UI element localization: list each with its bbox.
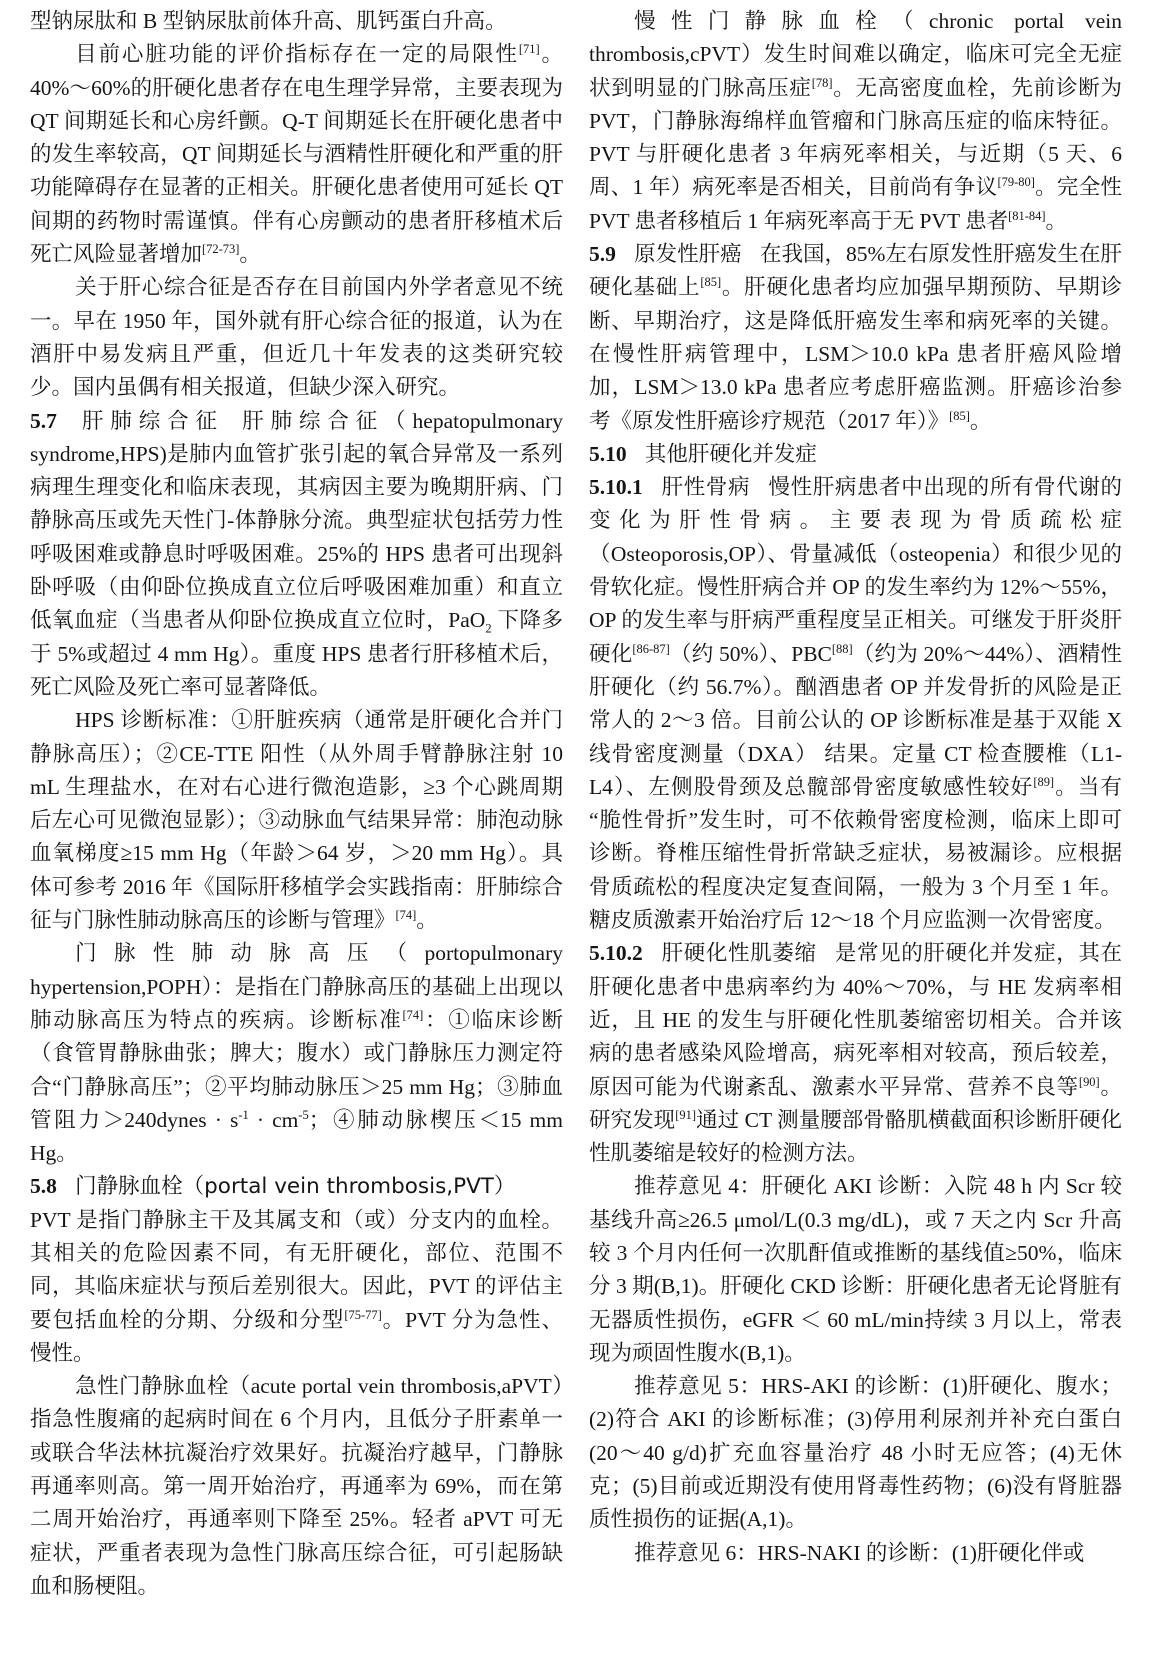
citation-ref: [85] bbox=[700, 275, 722, 290]
paragraph: 目前心脏功能的评价指标存在一定的局限性[71]。40%～60%的肝硬化患者存在电生理学异常，主要表现为 QT 间期延长和心房纤颤。Q-T 间期延长在肝硬化患者中的发生率较高，QT 间期延长与酒精性肝硬化和严重的肝功能障碍存在显著的正相关。肝硬化患者使用可延长 QT 间期的药物时需谨慎。伴有心房颤动的患者肝移植术后死亡风险显著增加[72-73]。 bbox=[30, 42, 563, 267]
section-number: 5.8 bbox=[30, 1174, 57, 1199]
paragraph: 推荐意见 4：肝硬化 AKI 诊断：入院 48 h 内 Scr 较基线升高≥26.5 μmol/L(0.3 mg/dL)，或 7 天之内 Scr 升高较 3 个月内任何一次肌酐值或推断的基线值≥50%，临床分 3 期(B,1)。肝硬化 CKD 诊断：肝硬化患者无论肾脏有无器质性损伤，eGFR ＜ 60 mL/min持续 3 月以上，常表现为顽固性腹水(B,1)。 bbox=[589, 1174, 1122, 1365]
section-number: 5.10.2 bbox=[589, 941, 643, 966]
paragraph: 推荐意见 5：HRS-AKI 的诊断：(1)肝硬化、腹水；(2)符合 AKI 的诊断标准；(3)停用利尿剂并补充白蛋白(20～40 g/d)扩充血容量治疗 48 小时无应答；(4)无休克；(5)目前或近期没有使用肾毒性药物；(6)没有肾脏器质性损伤的证据(A,1)。 bbox=[589, 1374, 1122, 1532]
citation-ref: -1 bbox=[238, 1107, 249, 1122]
section-heading-5.9: 5.9 原发性肝癌 在我国，85%左右原发性肝癌发生在肝硬化基础上[85]。肝硬化患者均应加强早期预防、早期诊断、早期治疗，这是降低肝癌发生率和病死率的关键。在慢性肝病管理中，LSM＞10.0 kPa 患者肝癌风险增加，LSM＞13.0 kPa 患者应考虑肝癌监测。肝癌诊治参考《原发性肝癌诊疗规范（2017 年）》[85]。 bbox=[589, 242, 1122, 433]
paragraph: 急性门静脉血栓（acute portal vein thrombosis,aPVT）指急性腹痛的起病时间在 6 个月内，且低分子肝素单一或联合华法林抗凝治疗效果好。抗凝治疗越早，门静脉再通率则高。第一周开始治疗，再通率为 69%，而在第二周开始治疗，再通率则下降至 25%。轻者 aPVT 可无症状，严重者表现为急性门脉高压综合征，可引起肠缺血和肠梗阻。 bbox=[30, 1374, 563, 1598]
section-number: 5.9 bbox=[589, 242, 616, 267]
paragraph: HPS 诊断标准：①肝脏疾病（通常是肝硬化合并门静脉高压）；②CE-TTE 阳性（从外周手臂静脉注射 10 mL 生理盐水，在对右心进行微泡造影，≥3 个心跳周期后左心可见微泡显影）；③动脉血气结果异常：肺泡动脉血氧梯度≥15 mm Hg（年龄＞64 岁，＞20 mm Hg）。具体可参考 2016 年《国际肝移植学会实践指南：肝肺综合征与门脉性肺动脉高压的诊断与管理》[74]。 bbox=[30, 708, 563, 933]
citation-ref: [88] bbox=[831, 641, 853, 656]
citation-ref: [81-84] bbox=[1008, 208, 1046, 223]
section-heading-5.10.1: 5.10.1 肝性骨病 慢性肝病患者中出现的所有骨代谢的变化为肝性骨病。主要表现为骨质疏松症（Osteoporosis,OP）、骨量减低（osteopenia）和很少见的骨软化症。慢性肝病合并 OP 的发生率约为 12%～55%，OP 的发生率与肝病严重程度呈正相关。可继发于肝炎肝硬化[86-87]（约 50%）、PBC[88]（约为 20%～44%）、酒精性肝硬化（约 56.7%）。酗酒患者 OP 并发骨折的风险是正常人的 2～3 倍。目前公认的 OP 诊断标准是基于双能 X 线骨密度测量（DXA） 结果。定量 CT 检查腰椎（L1-L4）、左侧股骨颈及总髋部骨密度敏感性较好[89]。当有“脆性骨折”发生时，可不依赖骨密度检测，临床上即可诊断。脊椎压缩性骨折常缺乏症状，易被漏诊。应根据骨质疏松的程度决定复查间隔，一般为 3 个月至 1 年。糖皮质激素开始治疗后 12～18 个月应监测一次骨密度。 bbox=[589, 475, 1122, 933]
citation-ref: [86-87] bbox=[632, 641, 670, 656]
paragraph: 门脉性肺动脉高压（portopulmonary hypertension,POPH）：是指在门静脉高压的基础上出现以肺动脉高压为特点的疾病。诊断标准[74]：①临床诊断（食管胃静脉曲张；脾大；腹水）或门静脉压力测定符合“门静脉高压”；②平均肺动脉压＞25 mm Hg；③肺血管阻力＞240dynes · s$^{-1}$ · cm$^{-5}$；④肺动脉楔压＜15 mm Hg。 bbox=[30, 941, 563, 1166]
section-title: 肝肺综合征 bbox=[75, 408, 224, 434]
section-title: 门静脉血栓（portal vein thrombosis,PVT） bbox=[75, 1174, 516, 1200]
citation-ref: [78] bbox=[811, 75, 833, 90]
left-column bbox=[30, 5, 563, 1672]
section-title: 其他肝硬化并发症 bbox=[644, 441, 817, 467]
citation-ref: [71] bbox=[518, 42, 540, 57]
section-heading-5.8 bbox=[30, 1170, 563, 1203]
paragraph: 关于肝心综合征是否存在目前国内外学者意见不统一。早在 1950 年，国外就有肝心综合征的报道，认为在酒肝中易发病且严重，但近几十年发表的这类研究较少。国内虽偶有相关报道，但缺少深入研究。 bbox=[30, 275, 563, 400]
citation-ref: [75-77] bbox=[344, 1307, 382, 1322]
section-title: 原发性肝癌 bbox=[634, 242, 742, 268]
citation-ref: [79-80] bbox=[997, 175, 1035, 190]
section-number: 5.10 bbox=[589, 441, 627, 466]
citation-ref: [74] bbox=[402, 1007, 424, 1022]
right-column bbox=[589, 5, 1122, 1672]
citation-ref: [91] bbox=[675, 1107, 697, 1122]
section-heading-5.10.2: 5.10.2 肝硬化性肌萎缩 是常见的肝硬化并发症，其在肝硬化患者中患病率约为 40%～70%，与 HE 发病率相近，且 HE 的发生与肝硬化性肌萎缩密切相关。合并该病的患者感染风险增高，病死率相对较高，预后较差，原因可能为代谢紊乱、激素水平异常、营养不良等[90]。研究发现[91]通过 CT 测量腰部骨骼肌横截面积诊断肝硬化性肌萎缩是较好的检测方法。 bbox=[589, 941, 1122, 1166]
section-title: 肝性骨病 bbox=[661, 475, 751, 501]
citation-ref: [74] bbox=[395, 907, 417, 922]
section-heading-5.7: 5.7 肝肺综合征 肝肺综合征（hepatopulmonary syndrome,HPS)是肺内血管扩张引起的氧合异常及一系列病理生理变化和临床表现，其病因主要为晚期肝病、门静脉高压或先天性门-体静脉分流。典型症状包括劳力性呼吸困难或静息时呼吸困难。25%的 HPS 患者可出现斜卧呼吸（由仰卧位换成直立位后呼吸困难加重）和直立低氧血症（当患者从仰卧位换成直立位时，PaO$_2$ 下降多于 5%或超过 4 mm Hg）。重度 HPS 患者行肝移植术后，死亡风险及死亡率可显著降低。 bbox=[30, 408, 563, 699]
paragraph: 慢性门静脉血栓（chronic portal vein thrombosis,cPVT）发生时间难以确定，临床可完全无症状到明显的门脉高压症[78]。无高密度血栓，先前诊断为 PVT，门静脉海绵样血管瘤和门脉高压症的临床特征。PVT 与肝硬化患者 3 年病死率相关，与近期（5 天、6 周、1 年）病死率是否相关，目前尚有争议[79-80]。完全性 PVT 患者移植后 1 年病死率高于无 PVT 患者[81-84]。 bbox=[589, 9, 1122, 233]
citation-ref: -5 bbox=[298, 1107, 309, 1122]
citation-ref: [85] bbox=[949, 408, 970, 423]
citation-ref: [90] bbox=[1078, 1074, 1100, 1089]
subscript: 2 bbox=[485, 621, 492, 636]
citation-ref: [89] bbox=[1033, 774, 1055, 789]
section-number: 5.7 bbox=[30, 408, 57, 433]
paragraph: PVT 是指门静脉主干及其属支和（或）分支内的血栓。其相关的危险因素不同，有无肝硬化，部位、范围不同，其临床症状与预后差别很大。因此，PVT 的评估主要包括血栓的分期、分级和分型[75-77]。PVT 分为急性、慢性。 bbox=[30, 1207, 563, 1365]
section-title: 肝硬化性肌萎缩 bbox=[661, 941, 817, 967]
paragraph: 型钠尿肽和 B 型钠尿肽前体升高、肌钙蛋白升高。 bbox=[30, 9, 507, 33]
section-number: 5.10.1 bbox=[589, 475, 643, 500]
citation-ref: [72-73] bbox=[202, 241, 240, 256]
section-heading-5.10 bbox=[589, 438, 1122, 471]
paragraph: 推荐意见 6：HRS-NAKI 的诊断：(1)肝硬化伴或 bbox=[634, 1540, 1085, 1565]
